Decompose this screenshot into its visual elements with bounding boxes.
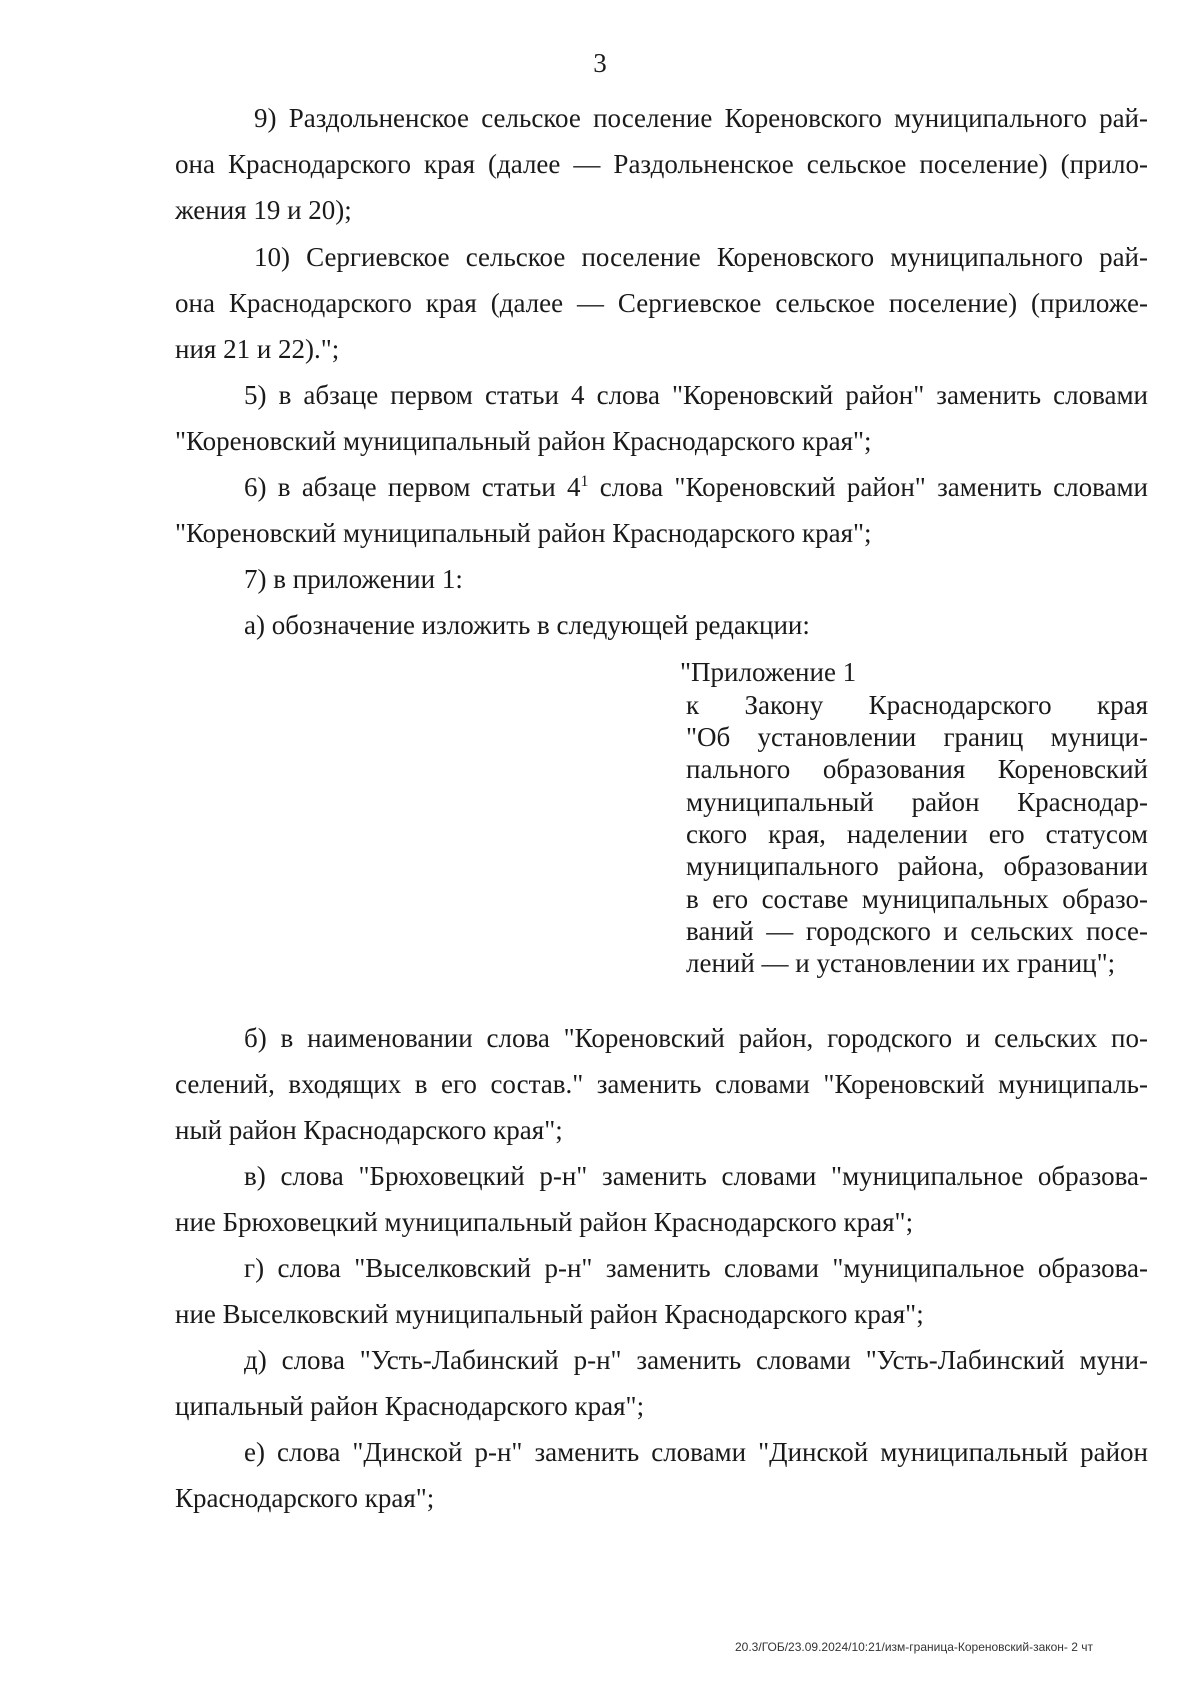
text-line: в) слова "Брюховецкий р-н" заменить словами "муниципальное образова- [244,1161,1148,1191]
text-line: Краснодарского края"; [175,1483,435,1513]
superscript: 1 [580,473,589,490]
annex-line: "Об установлении границ муници- [686,722,1148,752]
page-number: 3 [593,48,607,78]
text-line: г) слова "Выселковский р-н" заменить словами "муниципальное образова- [244,1253,1148,1283]
text-line: "Кореновский муниципальный район Краснодарского края"; [175,426,872,456]
annex-line: ваний — городского и сельских посе- [686,916,1148,946]
annex-line: пального образования Кореновский [686,754,1148,784]
annex-line: ского края, наделении его статусом [686,819,1148,849]
text-line: она Краснодарского края (далее — Сергиевское сельское поселение) (приложе- [175,288,1148,318]
text-line: ния 21 и 22)."; [175,334,340,364]
annex-line: муниципальный район Краснодар- [686,787,1148,817]
document-footer: 20.3/ГОБ/23.09.2024/10:21/изм-граница-Кореновский-закон- 2 чт [735,1640,1094,1654]
text-line: "Кореновский муниципальный район Краснодарского края"; [175,518,872,548]
text-line: д) слова "Усть-Лабинский р-н" заменить словами "Усть-Лабинский муни- [244,1345,1148,1375]
text-line: б) в наименовании слова "Кореновский район, городского и сельских по- [244,1023,1148,1053]
text-line: 10) Сергиевское сельское поселение Кореновского муниципального рай- [254,242,1148,272]
text-line: ципальный район Краснодарского края"; [175,1391,645,1421]
annex-line: к Закону Краснодарского края [686,690,1148,720]
text-line: 5) в абзаце первом статьи 4 слова "Кореновский район" заменить словами [244,380,1148,410]
annex-line: лений — и установлении их границ"; [686,948,1116,978]
text-line: ние Выселковский муниципальный район Краснодарского края"; [175,1299,924,1329]
text-line: она Краснодарского края (далее — Раздольненское сельское поселение) (прило- [175,149,1148,179]
text-line: а) обозначение изложить в следующей редакции: [244,610,810,640]
text-line: 7) в приложении 1: [244,564,463,594]
text-line: ние Брюховецкий муниципальный район Краснодарского края"; [175,1207,914,1237]
text-line: 6) в абзаце первом статьи $4^1$ слова "Кореновский район" заменить словами [244,472,1148,502]
text-line: селений, входящих в его состав." заменить словами "Кореновский муниципаль- [175,1069,1148,1099]
annex-line: в его составе муниципальных образо- [686,884,1148,914]
annex-line: муниципального района, образовании [686,851,1148,881]
text-line: ный район Краснодарского края"; [175,1115,563,1145]
text-line: жения 19 и 20); [175,195,352,225]
text-line: 9) Раздольненское сельское поселение Кореновского муниципального рай- [254,103,1148,133]
annex-heading: "Приложение 1 [680,657,857,687]
text-line: е) слова "Динской р-н" заменить словами "Динской муниципальный район [244,1437,1148,1467]
